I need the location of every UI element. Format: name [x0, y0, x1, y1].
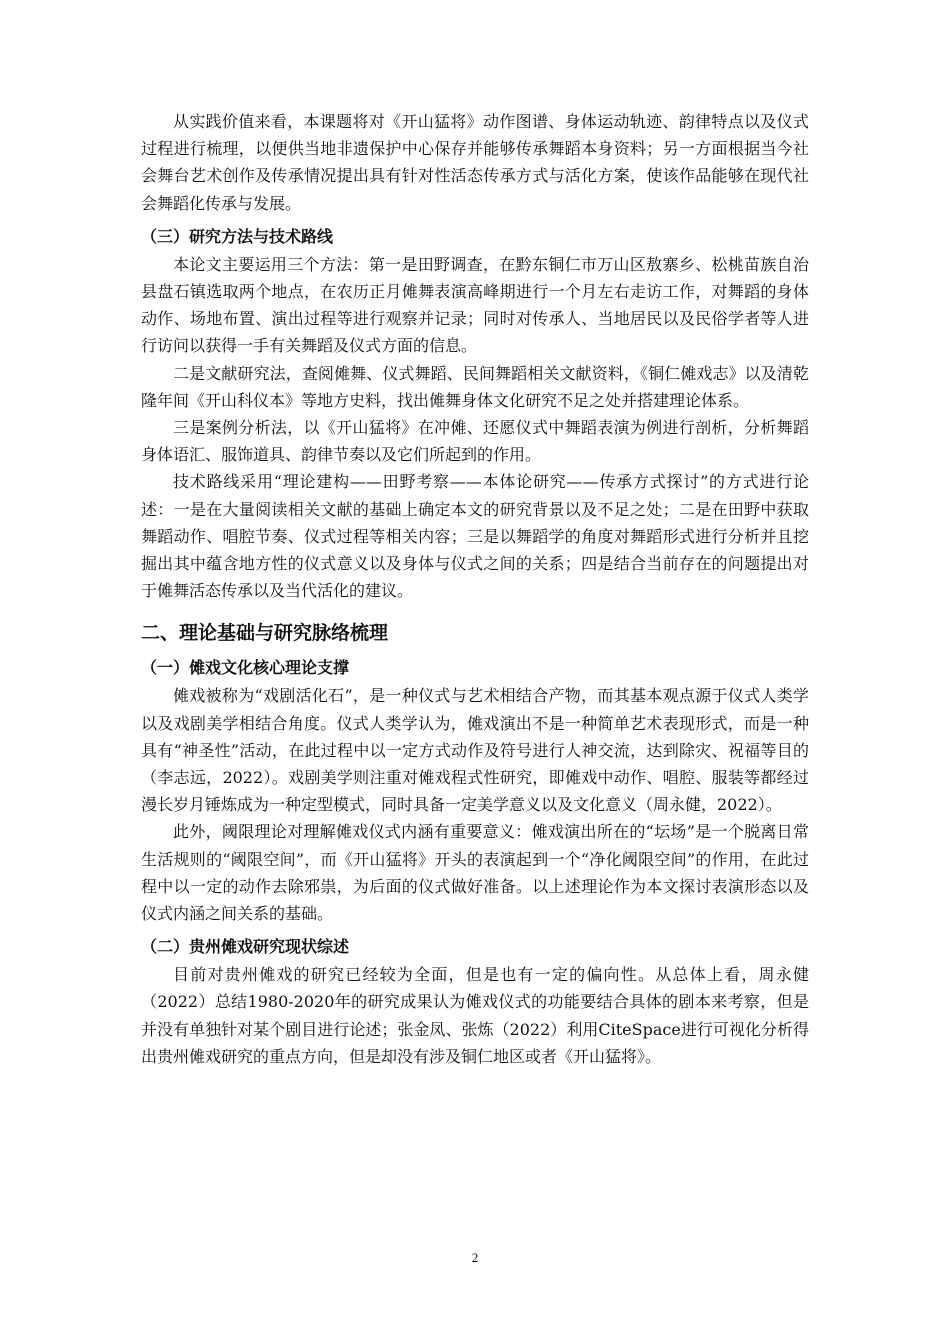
paragraph-case-analysis: 三是案例分析法，以《开山猛将》在冲傩、还愿仪式中舞蹈表演为例进行剖析，分析舞蹈身体语汇、服饰道具、韵律节奏以及它们所起到的作用。	[141, 418, 809, 465]
paragraph-research-status: 目前对贵州傩戏的研究已经较为全面，但是也有一定的偏向性。从总体上看，周永健（2022）总结1980-2020年的研究成果认为傩戏仪式的功能要结合具体的剧本来考察，但是并没有单独针对某个剧目进行论述；张金凤、张炼（2022）利用CiteSpace进行可视化分析得出贵州傩戏研究的重点方向，但是却没有涉及铜仁地区或者《开山猛将》。	[141, 965, 809, 1066]
paragraph-nuo-theory: 傩戏被称为“戏剧活化石”，是一种仪式与艺术相结合产物，而其基本观点源于仪式人类学以及戏剧美学相结合角度。仪式人类学认为，傩戏演出不是一种简单艺术表现形式，而是一种具有“神圣性”活动，在此过程中以一定方式动作及符号进行人神交流，达到除灾、祝福等目的（李志远，2022）。戏剧美学则注重对傩戏程式性研究，即傩戏中动作、唱腔、服装等都经过漫长岁月锤炼成为一种定型模式，同时具备一定美学意义以及文化意义（周永健，2022）。	[141, 686, 809, 815]
paragraph-liminal-theory: 此外，阈限理论对理解傩戏仪式内涵有重要意义：傩戏演出所在的“坛场”是一个脱离日常生活规则的“阈限空间”，而《开山猛将》开头的表演起到一个“净化阈限空间”的作用，在此过程中以一定的动作去除邪祟，为后面的仪式做好准备。以上述理论作为本文探讨表演形态以及仪式内涵之间关系的基础。	[141, 822, 809, 924]
section-heading-core-theory: （一）傩戏文化核心理论支撑	[141, 658, 350, 678]
paragraph-literature-research: 二是文献研究法，查阅傩舞、仪式舞蹈、民间舞蹈相关文献资料，《铜仁傩戏志》以及清乾隆年间《开山科仪本》等地方史料，找出傩舞身体文化研究不足之处并搭建理论体系。	[141, 363, 809, 410]
chapter-heading-theory: 二、理论基础与研究脉络梳理	[141, 622, 389, 645]
document-page	[141, 108, 809, 1070]
paragraph-technical-route: 技术路线采用“理论建构——田野考察——本体论研究——传承方式探讨”的方式进行论述：一是在大量阅读相关文献的基础上确定本文的研究背景以及不足之处；二是在田野中获取舞蹈动作、唱腔节奏、仪式过程等相关内容；三是以舞蹈学的角度对舞蹈形式进行分析并且挖掘出其中蕴含地方性的仪式意义以及身体与仪式之间的关系；四是结合当前存在的问题提出对于傩舞活态传承以及当代活化的建议。	[141, 472, 809, 601]
page-number: 2	[471, 1250, 479, 1265]
paragraph-practical-value: 从实践价值来看，本课题将对《开山猛将》动作图谱、身体运动轨迹、韵律特点以及仪式过程进行梳理，以便供当地非遗保护中心保存并能够传承舞蹈本身资料；另一方面根据当今社会舞台艺术创作及传承情况提出具有针对性活态传承方式与活化方案，使该作品能够在现代社会舞蹈化传承与发展。	[141, 112, 809, 213]
section-heading-research-methods: （三）研究方法与技术路线	[141, 226, 334, 246]
paragraph-field-survey: 本论文主要运用三个方法：第一是田野调查，在黔东铜仁市万山区敖寨乡、松桃苗族自治县盘石镇选取两个地点，在农历正月傩舞表演高峰期进行一个月左右走访工作，对舞蹈的身体动作、场地布置、演出过程等进行观察并记录；同时对传承人、当地居民以及民俗学者等人进行访问以获得一手有关舞蹈及仪式方面的信息。	[141, 254, 809, 356]
section-heading-research-status: （二）贵州傩戏研究现状综述	[141, 937, 350, 957]
